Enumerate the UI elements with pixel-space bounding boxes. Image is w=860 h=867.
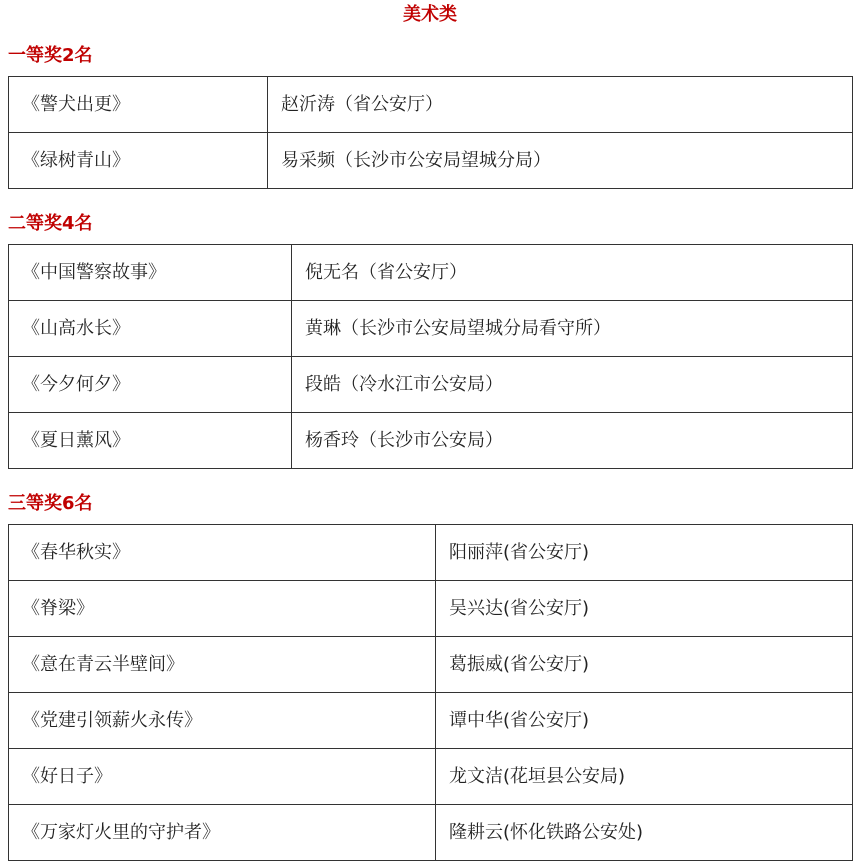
author-cell: 倪无名（省公安厅） (292, 245, 853, 301)
author-cell: 黄琳（长沙市公安局望城分局看守所） (292, 301, 853, 357)
table-row (9, 581, 853, 637)
work-title-cell: 《绿树青山》 (9, 133, 268, 189)
author-cell: 葛振威(省公安厅) (436, 637, 853, 693)
table-row (9, 77, 853, 133)
table-row (9, 693, 853, 749)
author-cell: 龙文洁(花垣县公安局) (436, 749, 853, 805)
author-cell: 谭中华(省公安厅) (436, 693, 853, 749)
work-title-cell: 《好日子》 (9, 749, 436, 805)
table-row (9, 133, 853, 189)
table-row (9, 805, 853, 861)
work-title-cell: 《春华秋实》 (9, 525, 436, 581)
third-prize-table (8, 524, 853, 861)
table-row (9, 749, 853, 805)
first-prize-table (8, 76, 853, 189)
author-cell: 杨香玲（长沙市公安局） (292, 413, 853, 469)
table-row (9, 245, 853, 301)
table-row (9, 357, 853, 413)
author-cell: 隆耕云(怀化铁路公安处) (436, 805, 853, 861)
work-title-cell: 《夏日薰风》 (9, 413, 292, 469)
table-row (9, 637, 853, 693)
work-title-cell: 《脊梁》 (9, 581, 436, 637)
author-cell: 赵沂涛（省公安厅） (268, 77, 853, 133)
second-prize-table (8, 244, 853, 469)
table-row (9, 413, 853, 469)
work-title-cell: 《万家灯火里的守护者》 (9, 805, 436, 861)
table-row (9, 301, 853, 357)
work-title-cell: 《山高水长》 (9, 301, 292, 357)
work-title-cell: 《党建引领薪火永传》 (9, 693, 436, 749)
section-heading-third-prize: 三等奖6名 (8, 493, 93, 514)
table-row (9, 525, 853, 581)
work-title-cell: 《意在青云半壁间》 (9, 637, 436, 693)
author-cell: 阳丽萍(省公安厅) (436, 525, 853, 581)
author-cell: 吴兴达(省公安厅) (436, 581, 853, 637)
section-heading-second-prize: 二等奖4名 (8, 213, 93, 234)
author-cell: 易采频（长沙市公安局望城分局） (268, 133, 853, 189)
page-title: 美术类 (403, 4, 457, 25)
work-title-cell: 《中国警察故事》 (9, 245, 292, 301)
section-heading-first-prize: 一等奖2名 (8, 45, 93, 66)
author-cell: 段皓（冷水江市公安局） (292, 357, 853, 413)
work-title-cell: 《今夕何夕》 (9, 357, 292, 413)
work-title-cell: 《警犬出更》 (9, 77, 268, 133)
